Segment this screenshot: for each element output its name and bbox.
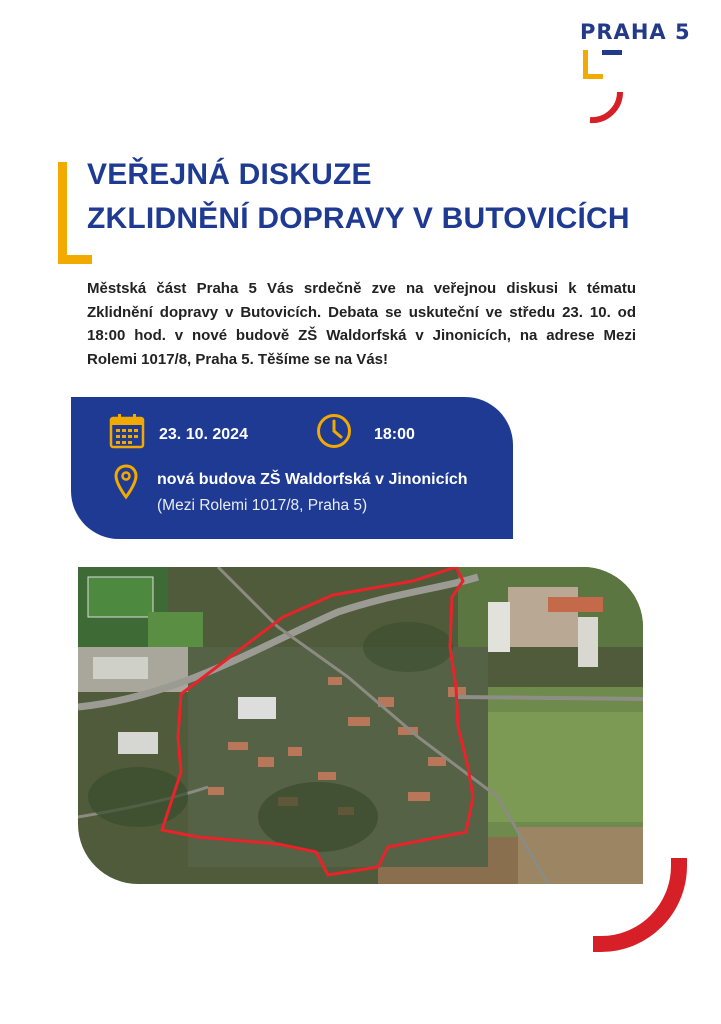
satellite-map-image [78,567,643,884]
logo-text: PRAHA 5 [580,20,691,44]
title-line-2: ZKLIDNĚNÍ DOPRAVY V BUTOVICÍCH [87,202,630,235]
title-line-1: VEŘEJNÁ DISKUZE [87,158,372,191]
logo-mark-icon [580,50,640,142]
satellite-map [78,567,643,884]
event-time: 18:00 [374,426,415,443]
calendar-icon [109,413,145,449]
clock-icon [316,413,352,449]
praha5-logo [580,20,710,130]
decorative-arc-icon [593,858,688,953]
event-address: (Mezi Rolemi 1017/8, Praha 5) [157,497,368,514]
event-venue: nová budova ZŠ Waldorfská v Jinonicích [157,471,468,488]
intro-paragraph: Městská část Praha 5 Vás srdečně zve na veřejnou diskusi k tématu Zklidnění dopravy v Butovicích. Debata se uskuteční ve středu 23. 10. od 18:00 hod. v nové budově ZŠ Waldorfská v Jinonicích, na adrese Mezi Rolemi 1017/8, Praha 5. Těšíme se na Vás! [87,280,636,368]
location-pin-icon [114,464,138,500]
event-date: 23. 10. 2024 [159,426,248,443]
page-title [87,153,630,241]
event-info-box [71,397,513,539]
